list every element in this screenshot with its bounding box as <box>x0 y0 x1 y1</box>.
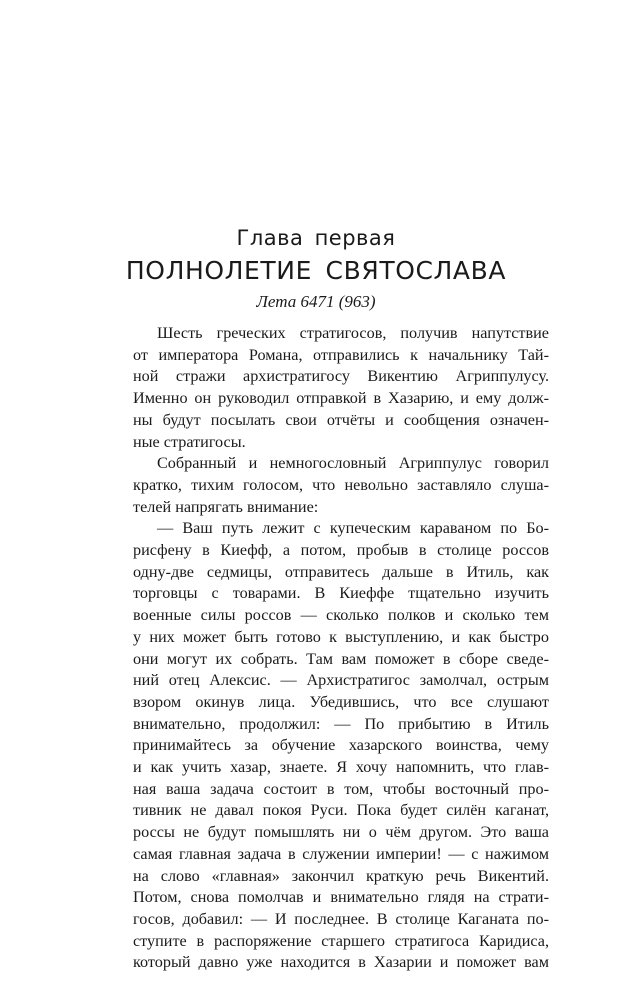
text-line: взором окинув лица. Убедившись, что все слушают <box>133 692 549 711</box>
text-line: кратко, тихим голосом, что невольно заставляло слуша- <box>133 475 549 494</box>
text-line: ная ваша задача состоит в том, чтобы восточный про- <box>133 779 549 798</box>
text-line: торговцы с товарами. В Киеффе тщательно изучить <box>133 584 549 603</box>
text-line: россы не будут помышлять ни о чём другом. Это ваша <box>133 823 549 842</box>
body-text <box>133 323 549 974</box>
text-line: госов, добавил: — И последнее. В столице Каганата по- <box>133 909 549 928</box>
text-line: тивник не давал покоя Руси. Пока будет силён каганат, <box>133 801 549 820</box>
text-line: ны будут посылать свои отчёты и сообщения означен- <box>133 410 549 429</box>
text-line: они могут их собрать. Там вам поможет в сборе сведе- <box>133 649 549 668</box>
text-line: Собранный и немногословный Агриппулус говорил <box>157 454 549 473</box>
chapter-title: ПОЛНОЛЕТИЕ СВЯТОСЛАВА <box>125 256 507 285</box>
text-line: на слово «главная» закончил краткую речь Викентий. <box>133 866 549 885</box>
text-line: одну-две седмицы, отправитесь дальше в Итиль, как <box>133 562 549 581</box>
text-line: ной стражи архистратигосу Викентию Агриппулусу. <box>133 367 549 386</box>
text-line: принимайтесь за обучение хазарского воинства, чему <box>133 736 549 755</box>
text-line: ные стратигосы. <box>133 432 246 451</box>
text-line: внимательно, продолжил: — По прибытию в Итиль <box>133 714 549 733</box>
text-line: рисфену в Киефф, а потом, пробыв в столице россов <box>133 541 549 560</box>
text-line: Именно он руководил отправкой в Хазарию, и ему долж- <box>133 389 549 408</box>
text-line: который давно уже находится в Хазарии и поможет вам <box>133 953 549 972</box>
text-line: ний отец Алексис. — Архистратигос замолчал, острым <box>133 671 549 690</box>
text-line: от императора Романа, отправились к начальнику Тай- <box>133 345 549 364</box>
text-line: у них может быть готово к выступлению, и как быстро <box>133 627 549 646</box>
text-line: телей напрягать внимание: <box>133 497 319 516</box>
text-line: Потом, снова помолчав и внимательно глядя на страти- <box>133 888 549 907</box>
text-line: — Ваш путь лежит с купеческим караваном по Бо- <box>157 519 549 538</box>
chapter-label: Глава первая <box>236 226 396 250</box>
text-line: и как учить хазар, знаете. Я хочу напомнить, что глав- <box>133 758 549 777</box>
chapter-date: Лета 6471 (963) <box>256 292 376 311</box>
text-line: военные силы россов — сколько полков и сколько тем <box>133 606 549 625</box>
text-line: самая главная задача в служении империи! — с нажимом <box>133 844 549 863</box>
text-line: ступите в распоряжение старшего стратигоса Каридиса, <box>133 931 549 950</box>
text-line: Шесть греческих стратигосов, получив напутствие <box>157 324 549 342</box>
